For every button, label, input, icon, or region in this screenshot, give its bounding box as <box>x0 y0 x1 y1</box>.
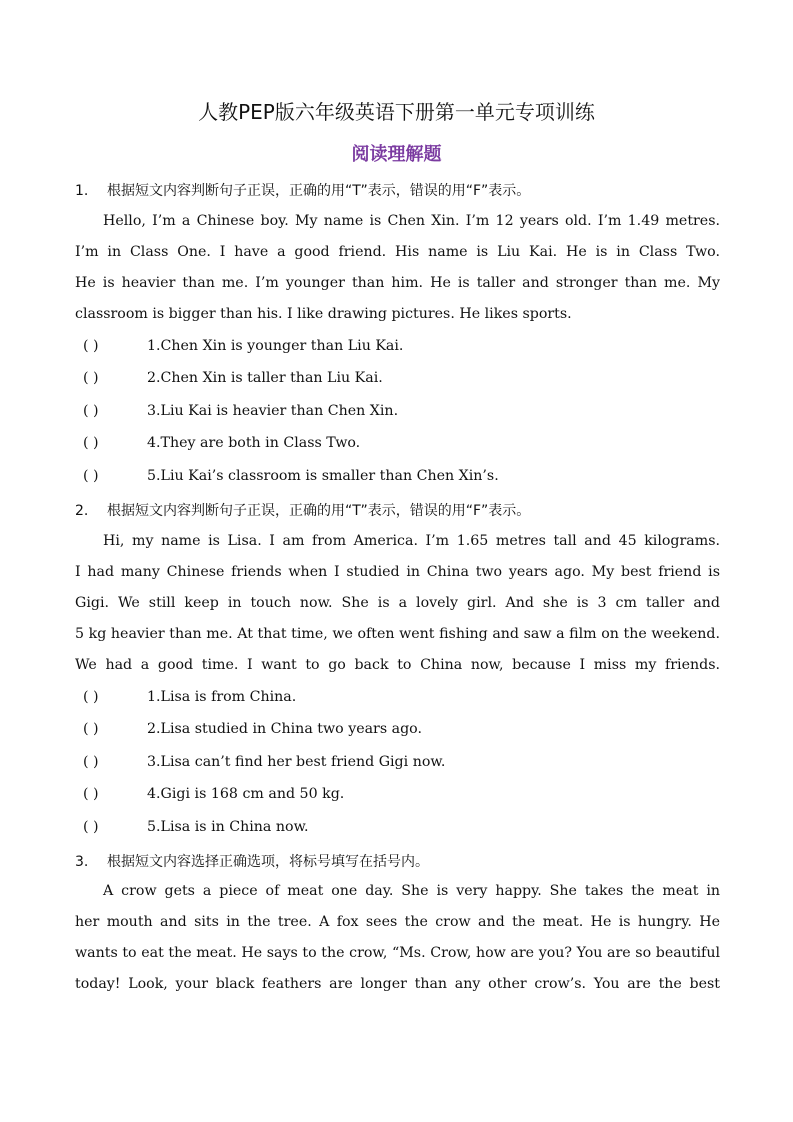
answer-item <box>83 689 296 705</box>
answer-item <box>83 721 422 737</box>
passage-line: Hi, my name is Lisa. I am from America. I’m 1.65 metres tall and 45 kilograms. <box>103 533 720 549</box>
answer-blank[interactable]: ( ) <box>83 468 99 484</box>
passage-line: A crow gets a piece of meat one day. She is very happy. She takes the meat in <box>103 883 720 899</box>
page-title: 人教PEP版六年级英语下册第一单元专项训练 <box>198 100 595 124</box>
passage-line: He is heavier than me. I’m younger than him. He is taller and stronger than me. My <box>75 275 720 291</box>
question-1-instruction <box>75 180 720 200</box>
answer-item <box>83 819 309 835</box>
item-text: 2.Chen Xin is taller than Liu Kai. <box>147 370 383 386</box>
question-number: 1. <box>75 183 89 199</box>
answer-item <box>83 754 445 770</box>
item-text: 4.Gigi is 168 cm and 50 kg. <box>147 786 345 802</box>
item-text: 2.Lisa studied in China two years ago. <box>147 721 422 737</box>
item-text: 4.They are both in Class Two. <box>147 435 361 451</box>
passage-line: wants to eat the meat. He says to the crow, “Ms. Crow, how are you? You are so beautiful <box>75 945 720 961</box>
passage-line: Gigi. We still keep in touch now. She is a lovely girl. And she is 3 cm taller and <box>75 595 720 611</box>
answer-item <box>83 435 360 451</box>
passage-line: classroom is bigger than his. I like drawing pictures. He likes sports. <box>75 306 572 322</box>
answer-blank[interactable]: ( ) <box>83 721 99 737</box>
passage-line: today! Look, your black feathers are longer than any other crow’s. You are the best <box>75 976 720 992</box>
answer-item <box>83 786 344 802</box>
item-text: 3.Liu Kai is heavier than Chen Xin. <box>147 403 399 419</box>
item-text: 3.Lisa can’t find her best friend Gigi now. <box>147 754 446 770</box>
answer-blank[interactable]: ( ) <box>83 754 99 770</box>
instruction-text: 根据短文内容选择正确选项，将标号填写在括号内。 <box>107 854 429 870</box>
passage-line: I had many Chinese friends when I studied in China two years ago. My best friend is <box>75 564 720 580</box>
question-number: 2. <box>75 503 89 519</box>
passage-line: her mouth and sits in the tree. A fox sees the crow and the meat. He is hungry. He <box>75 914 720 930</box>
answer-blank[interactable]: ( ) <box>83 338 99 354</box>
item-text: 1.Chen Xin is younger than Liu Kai. <box>147 338 404 354</box>
question-2-instruction <box>75 500 720 520</box>
instruction-text: 根据短文内容判断句子正误，正确的用“T”表示，错误的用“F”表示。 <box>107 503 531 519</box>
answer-blank[interactable]: ( ) <box>83 689 99 705</box>
question-3-instruction <box>75 851 720 871</box>
answer-blank[interactable]: ( ) <box>83 403 99 419</box>
item-text: 5.Lisa is in China now. <box>147 819 309 835</box>
item-text: 1.Lisa is from China. <box>147 689 297 705</box>
instruction-text: 根据短文内容判断句子正误，正确的用“T”表示，错误的用“F”表示。 <box>107 183 531 199</box>
answer-item <box>83 370 383 386</box>
section-subtitle: 阅读理解题 <box>351 144 442 165</box>
answer-blank[interactable]: ( ) <box>83 435 99 451</box>
passage-line: Hello, I’m a Chinese boy. My name is Chen Xin. I’m 12 years old. I’m 1.49 metres. <box>103 213 720 229</box>
answer-item <box>83 403 398 419</box>
answer-blank[interactable]: ( ) <box>83 370 99 386</box>
item-text: 5.Liu Kai’s classroom is smaller than Chen Xin’s. <box>147 468 499 484</box>
answer-item <box>83 338 403 354</box>
answer-blank[interactable]: ( ) <box>83 819 99 835</box>
question-number: 3. <box>75 854 89 870</box>
passage-line: We had a good time. I want to go back to China now, because I miss my friends. <box>75 657 720 673</box>
answer-blank[interactable]: ( ) <box>83 786 99 802</box>
passage-line: I’m in Class One. I have a good friend. His name is Liu Kai. He is in Class Two. <box>75 244 720 260</box>
passage-line: 5 kg heavier than me. At that time, we often went fishing and saw a film on the weekend. <box>75 626 720 642</box>
answer-item <box>83 468 499 484</box>
